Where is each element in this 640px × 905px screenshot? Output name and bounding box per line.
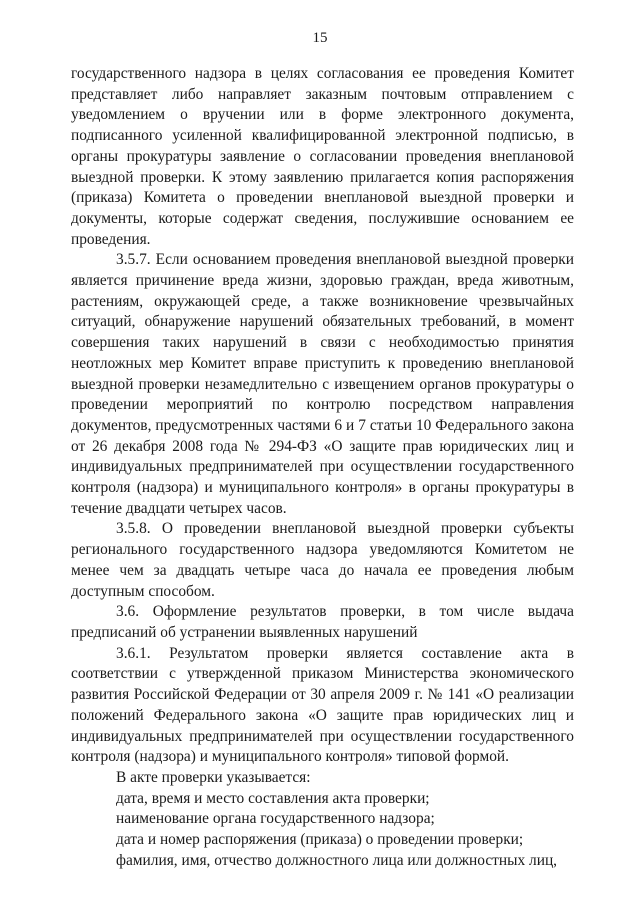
paragraph-3-5-8: 3.5.8. О проведении внеплановой выездной проверки субъекты регионального государственного надзора уведомляются Комитетом не менее чем за двадцать четыре часа до начала ее проведения любым доступным способом. (71, 520, 574, 600)
document-body (71, 64, 574, 871)
act-item: дата, время и место составления акта проверки; (116, 789, 430, 807)
act-item-partial: фамилия, имя, отчество должностного лица или должностных лиц, (116, 851, 558, 869)
paragraph-3-6: 3.6. Оформление результатов проверки, в том числе выдача предписаний об устранении выявленных нарушений (71, 603, 574, 641)
act-item: дата и номер распоряжения (приказа) о проведении проверки; (116, 831, 524, 849)
act-intro: В акте проверки указывается: (116, 768, 311, 786)
act-item: наименование органа государственного надзора; (116, 810, 435, 828)
paragraph-continuation: государственного надзора в целях согласования ее проведения Комитет представляет либо направляет заказным почтовым отправлением с уведомлением о вручении или в форме электронного документа, подписанного усиленной квалифицированной электронной подписью, в органы прокуратуры заявление о согласовании проведения внеплановой выездной проверки. К этому заявлению прилагается копия распоряжения (приказа) Комитета о проведении внеплановой выездной проверки и документы, которые содержат сведения, послужившие основанием ее проведения. (71, 65, 574, 248)
page-number: 15 (312, 30, 328, 46)
paragraph-3-6-1: 3.6.1. Результатом проверки является составление акта в соответствии с утвержденной приказом Министерства экономического развития Российской Федерации от 30 апреля 2009 г. № 141 «О реализации положений Федерального закона «О защите прав юридических лиц и индивидуальных предпринимателей при осуществлении государственного контроля (надзора) и муниципального контроля» типовой формой. (71, 644, 574, 766)
paragraph-3-5-7: 3.5.7. Если основанием проведения внеплановой выездной проверки является причинение вреда жизни, здоровью граждан, вреда животным, растениям, окружающей среде, а также возникновение чрезвычайных ситуаций, обнаружение нарушений обязательных требований, в момент совершения таких нарушений в связи с необходимостью принятия неотложных мер Комитет вправе приступить к проведению внеплановой выездной проверки незамедлительно с извещением органов прокуратуры о проведении мероприятий по контролю посредством направления документов, предусмотренных частями 6 и 7 статьи 10 Федерального закона от 26 декабря 2008 года № 294-ФЗ «О защите прав юридических лиц и индивидуальных предпринимателей при осуществлении государственного контроля (надзора) и муниципального контроля» в органы прокуратуры в течение двадцати четырех часов. (71, 251, 574, 517)
